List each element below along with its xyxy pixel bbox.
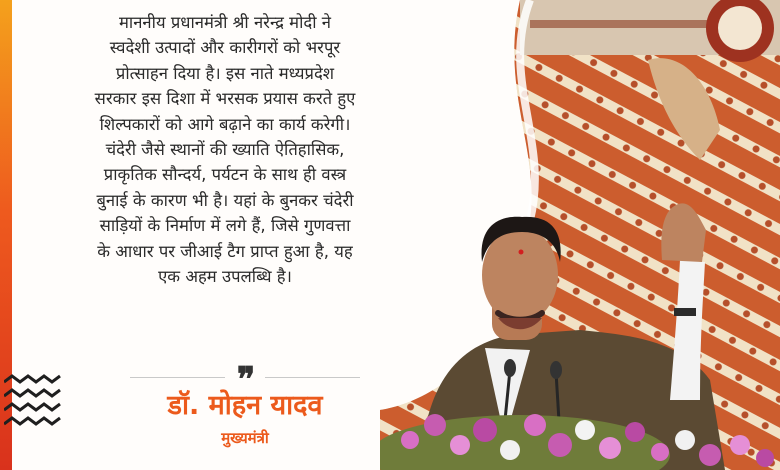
author-name: डॉ. मोहन यादव <box>167 390 323 421</box>
quote-line: शिल्पकारों को आगे बढ़ाने का कार्य करेगी। <box>99 114 351 134</box>
quote-text <box>60 10 390 289</box>
quote-line: सरकार इस दिशा में भरसक प्रयास करते हुए <box>94 89 356 109</box>
quote-line: प्रोत्साहन दिया है। इस नाते मध्यप्रदेश <box>115 63 335 83</box>
quote-line: माननीय प्रधानमंत्री श्री नरेन्द्र मोदी ने <box>119 13 331 32</box>
quote-line: बुनाई के कारण भी है। यहां के बुनकर चंदेरी <box>96 190 354 210</box>
quote-mark-icon: ❞ <box>236 360 256 400</box>
portrait-artwork <box>380 0 780 470</box>
quote-line: साड़ियों के निर्माण में लगे हैं, जिसे गुणवत्ता <box>99 216 351 236</box>
divider-right <box>265 377 360 378</box>
quote-line: एक अहम उपलब्धि है। <box>158 267 292 287</box>
quote-line: प्राकृतिक सौन्दर्य, पर्यटन के साथ ही वस्त्र <box>103 165 347 185</box>
quote-line: चंदेरी जैसे स्थानों की ख्याति ऐतिहासिक, <box>105 140 345 160</box>
quote-line: स्वदेशी उत्पादों और कारीगरों को भरपूर <box>109 38 341 58</box>
divider-left <box>130 377 225 378</box>
quote-line: के आधार पर जीआई टैग प्राप्त हुआ है, यह <box>97 241 353 261</box>
zigzag-decoration-icon <box>4 374 66 428</box>
author-designation: मुख्यमंत्री <box>221 429 269 447</box>
